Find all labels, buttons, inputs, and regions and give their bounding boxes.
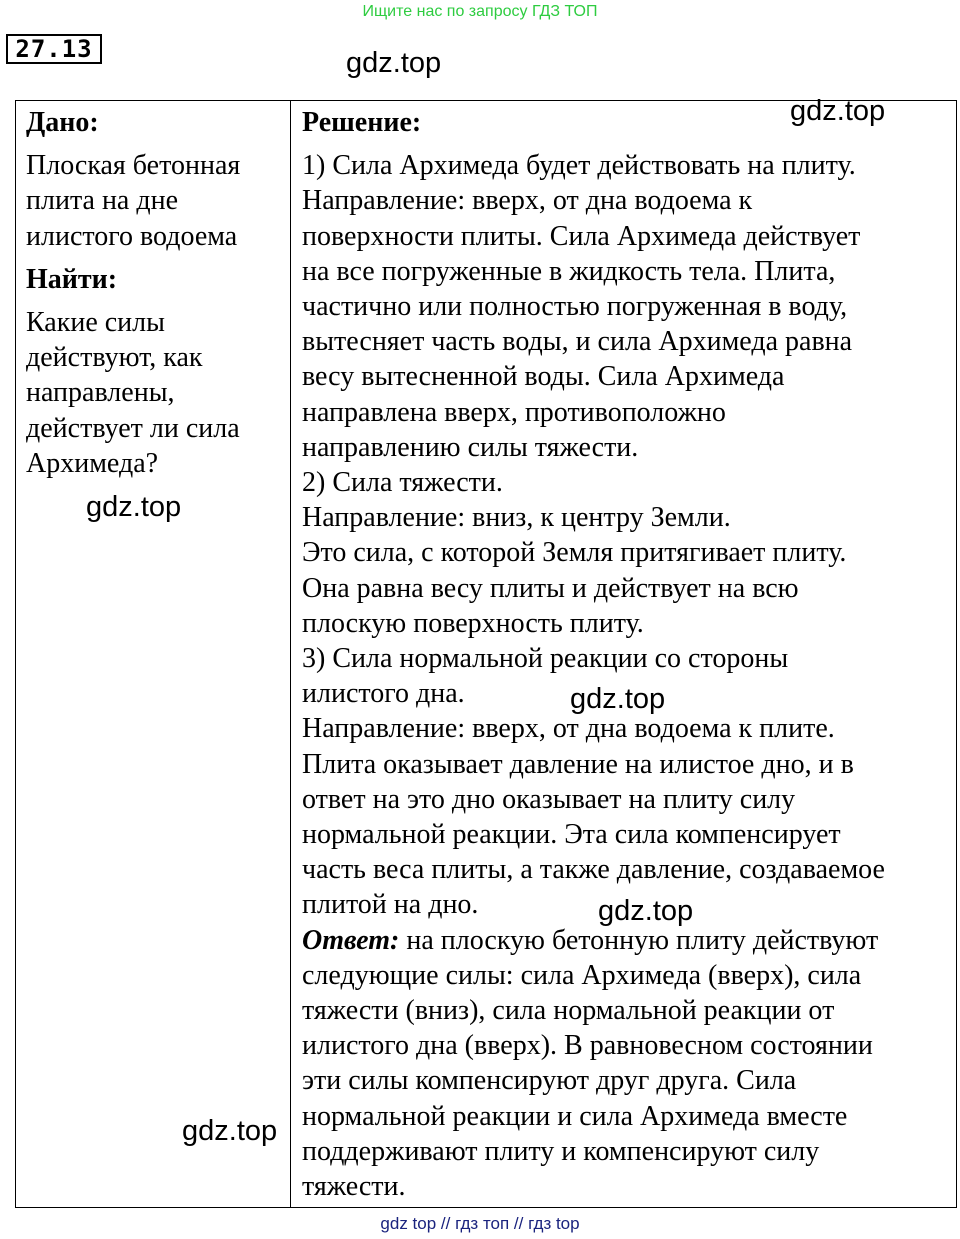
solution-line: 3) Сила нормальной реакции со стороны [302,643,789,675]
given-line: илистого водоема [26,220,238,252]
find-line: Архимеда? [26,447,159,479]
given-heading: Дано: [26,107,99,138]
problem-number: 27.13 [6,34,102,64]
find-line: действует ли сила [26,412,240,444]
solution-line: ответ на это дно оказывает на плиту силу [302,783,796,815]
given-text [26,148,288,254]
solution-line: плоскую поверхность плиту. [302,607,644,639]
watermark: gdz.top [86,491,182,523]
given-line: плита на дне [26,185,179,217]
answer-line: нормальной реакции и сила Архимеда вместе [302,1100,848,1132]
solution-heading: Решение: [302,107,422,138]
solution-line: Направление: вверх, от дна водоема к плите. [302,713,835,745]
answer-label: Ответ: [302,924,400,956]
solution-line: Направление: вверх, от дна водоема к [302,185,753,217]
solution-line: часть веса плиты, а также давление, создаваемое [302,854,885,886]
find-text [26,305,288,481]
solution-line: на все погруженные в жидкость тела. Плита, [302,255,836,287]
find-line: действуют, как [26,342,203,374]
solution-line: направлению силы тяжести. [302,431,639,463]
watermark: gdz.top [570,683,666,715]
watermark: gdz.top [598,895,694,927]
solution-text [302,148,952,1204]
find-heading: Найти: [26,263,118,295]
solution-line: Она равна весу плиты и действует на всю [302,572,799,604]
answer-first-line [302,923,952,958]
given-line: Плоская бетонная [26,150,241,182]
find-line: направлены, [26,377,175,409]
solution-line: Направление: вниз, к центру Земли. [302,502,731,534]
answer-text: на плоскую бетонную плиту действуют [399,924,879,956]
watermark: gdz.top [346,47,442,79]
answer-line: тяжести. [302,1171,406,1203]
given-column [26,105,288,481]
solution-column [302,105,952,1204]
solution-line: Плита оказывает давление на илистое дно, и в [302,748,854,780]
solution-line: весу вытесненной воды. Сила Архимеда [302,361,785,393]
answer-line: илистого дна (вверх). В равновесном состоянии [302,1030,873,1062]
answer-line: эти силы компенсируют друг друга. Сила [302,1065,797,1097]
answer-line: поддерживают плиту и компенсируют силу [302,1135,820,1167]
solution-line: направлена вверх, противоположно [302,396,726,428]
solution-line: частично или полностью погруженная в воду, [302,291,848,323]
solution-line: поверхности плиты. Сила Архимеда действует [302,220,861,252]
solution-line: вытесняет часть воды, и сила Архимеда равна [302,326,853,358]
solution-line: плитой на дно. [302,889,479,921]
solution-line: нормальной реакции. Эта сила компенсирует [302,819,841,851]
top-banner: Ищите нас по запросу ГДЗ ТОП [362,3,598,20]
solution-line: 1) Сила Архимеда будет действовать на плиту. [302,150,856,182]
footer-links: gdz top // гдз топ // гдз top [380,1214,580,1233]
solution-line: илистого дна. [302,678,465,710]
solution-line: Это сила, с которой Земля притягивает плиту. [302,537,847,569]
watermark: gdz.top [182,1115,278,1147]
column-divider [290,100,291,1208]
answer-line: тяжести (вниз), сила нормальной реакции от [302,995,835,1027]
solution-line: 2) Сила тяжести. [302,467,503,499]
find-line: Какие силы [26,307,165,339]
answer-line: следующие силы: сила Архимеда (вверх), сила [302,959,862,991]
watermark: gdz.top [790,95,886,127]
